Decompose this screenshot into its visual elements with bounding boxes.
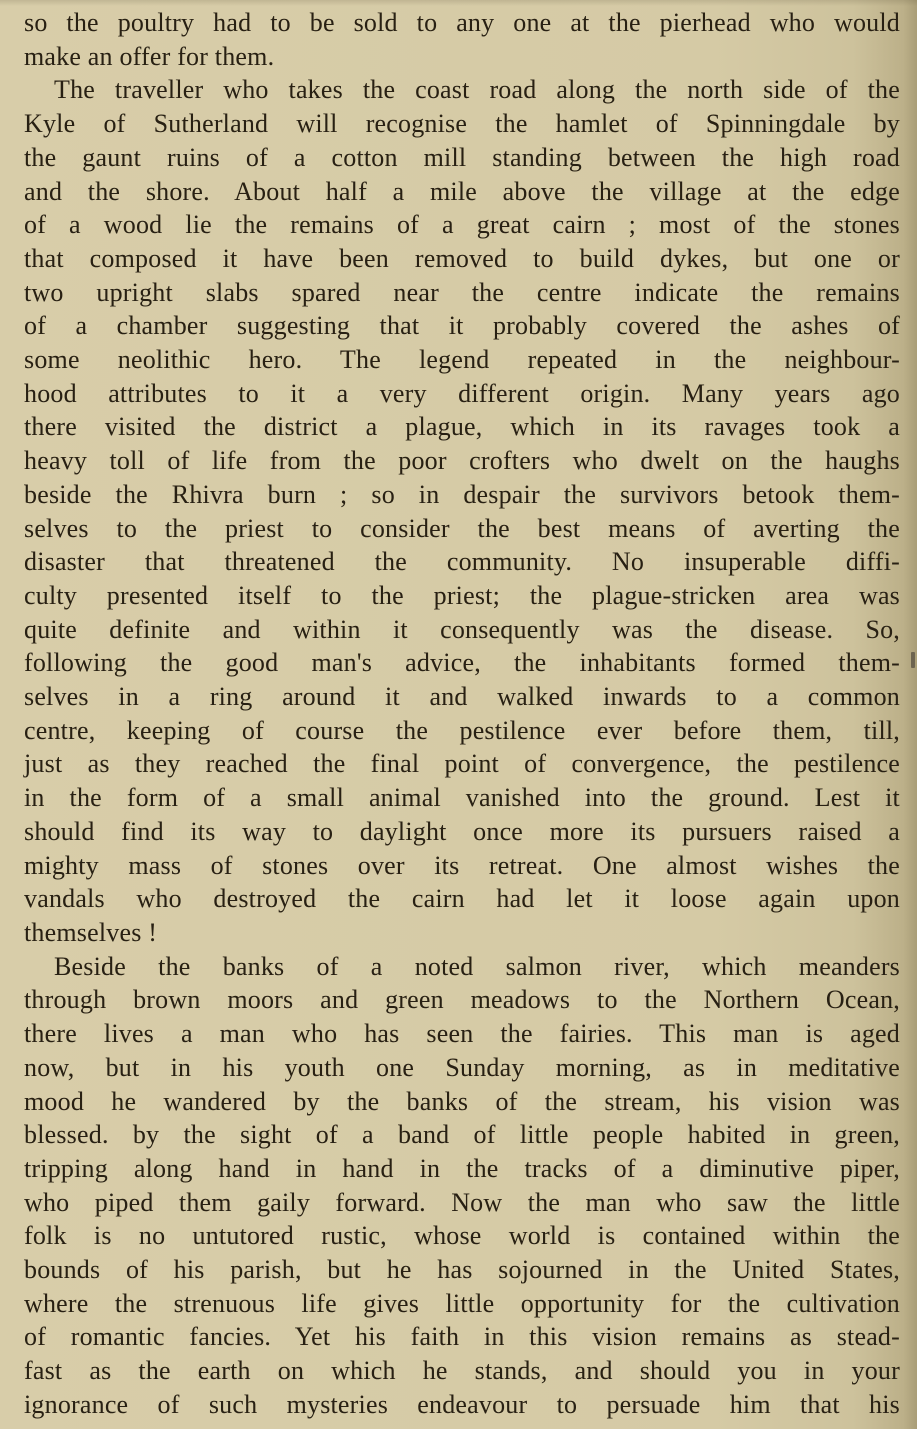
paragraph	[24, 6, 900, 73]
text-line: selves in a ring around it and walked inwards to a common	[24, 682, 900, 712]
text-line: in the form of a small animal vanished into the ground. Lest it	[24, 783, 900, 813]
text-line: culty presented itself to the priest; the plague-stricken area was	[24, 580, 900, 610]
text-line: heavy toll of life from the poor crofters who dwelt on the haughs	[24, 446, 900, 476]
page-text	[24, 6, 900, 1422]
text-line: fast as the earth on which he stands, and should you in your	[24, 1356, 900, 1386]
text-line: of a chamber suggesting that it probably covered the ashes of	[24, 311, 900, 341]
text-line: quite definite and within it consequently was the disease. So,	[24, 614, 900, 644]
text-line: blessed. by the sight of a band of little people habited in green,	[24, 1120, 900, 1150]
text-line: that composed it have been removed to build dykes, but one or	[24, 243, 900, 273]
text-line: some neolithic hero. The legend repeated in the neighbour-	[24, 345, 900, 375]
text-line: there lives a man who has seen the fairies. This man is aged	[24, 1019, 900, 1049]
text-line: two upright slabs spared near the centre indicate the remains	[24, 277, 900, 307]
text-line: folk is no untutored rustic, whose world is contained within the	[24, 1221, 900, 1251]
text-line: where the strenuous life gives little opportunity for the cultivation	[24, 1288, 900, 1318]
text-line: vandals who destroyed the cairn had let it loose again upon	[24, 884, 900, 914]
paragraph	[24, 73, 900, 949]
text-line: who piped them gaily forward. Now the man who saw the little	[24, 1187, 900, 1217]
text-line: following the good man's advice, the inhabitants formed them-	[24, 648, 900, 678]
text-line: mood he wandered by the banks of the stream, his vision was	[24, 1086, 900, 1116]
text-line: selves to the priest to consider the best means of averting the	[24, 513, 900, 543]
text-line: the gaunt ruins of a cotton mill standing between the high road	[24, 142, 900, 172]
text-line: ignorance of such mysteries endeavour to persuade him that his	[24, 1389, 900, 1419]
text-line: of a wood lie the remains of a great cairn ; most of the stones	[24, 210, 900, 240]
text-line: Kyle of Sutherland will recognise the hamlet of Spinningdale by	[24, 109, 900, 139]
text-line: just as they reached the final point of convergence, the pestilence	[24, 749, 900, 779]
text-line: tripping along hand in hand in the tracks of a diminutive piper,	[24, 1153, 900, 1183]
text-line: centre, keeping of course the pestilence ever before them, till,	[24, 715, 900, 745]
text-line: should find its way to daylight once more its pursuers raised a	[24, 816, 900, 846]
text-line: bounds of his parish, but he has sojourned in the United States,	[24, 1255, 900, 1285]
text-line: beside the Rhivra burn ; so in despair the survivors betook them-	[24, 479, 900, 509]
text-line: and the shore. About half a mile above the village at the edge	[24, 176, 900, 206]
text-line: themselves !	[24, 917, 158, 947]
text-line: mighty mass of stones over its retreat. One almost wishes the	[24, 850, 900, 880]
text-line: of romantic fancies. Yet his faith in this vision remains as stead-	[24, 1322, 900, 1352]
page-edge-mark	[911, 652, 915, 668]
text-line: make an offer for them.	[24, 41, 275, 71]
text-line: The traveller who takes the coast road along the north side of the	[54, 75, 900, 105]
text-line: hood attributes to it a very different origin. Many years ago	[24, 378, 900, 408]
text-line: so the poultry had to be sold to any one at the pierhead who would	[24, 8, 900, 37]
paragraph	[24, 950, 900, 1422]
text-line: through brown moors and green meadows to the Northern Ocean,	[24, 985, 900, 1015]
text-line: disaster that threatened the community. No insuperable diffi-	[24, 547, 900, 577]
text-line: there visited the district a plague, which in its ravages took a	[24, 412, 900, 442]
text-line: Beside the banks of a noted salmon river, which meanders	[54, 951, 900, 981]
text-line: now, but in his youth one Sunday morning, as in meditative	[24, 1052, 900, 1082]
